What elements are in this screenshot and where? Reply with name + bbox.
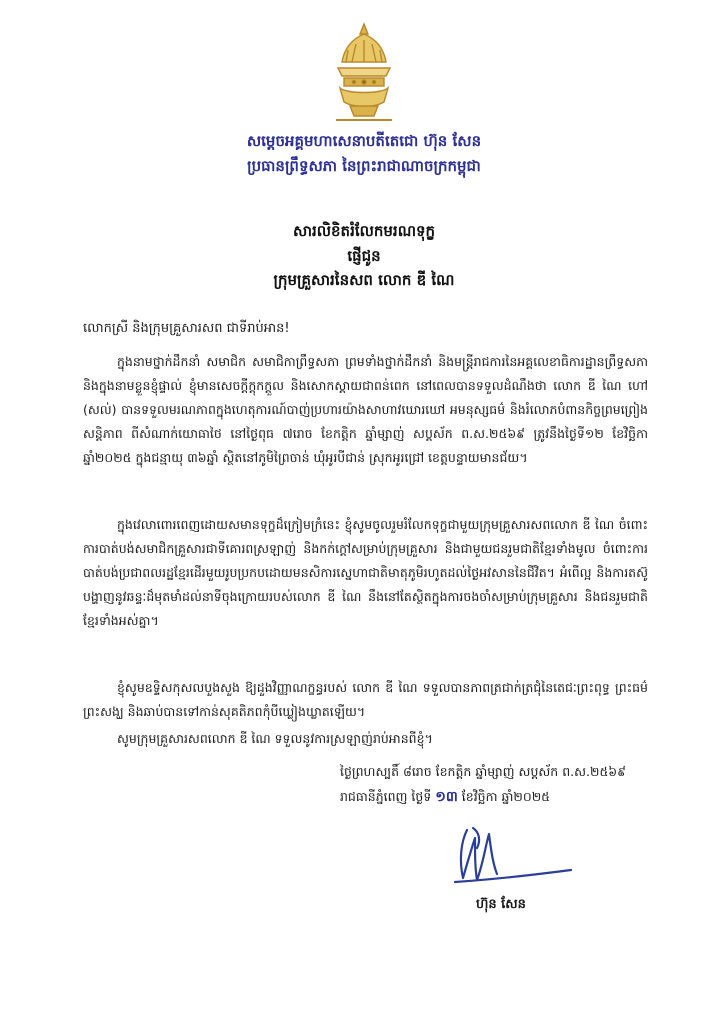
paragraph-3: ខ្ញុំសូមឧទ្ទិសកុសលបួងសួង ឱ្យដួងវិញ្ញាណក្ខន្ធរបស់ លោក ឌី ណៃ ទទួលបានភាពត្រជាក់ត្រជុំនៃតេជៈព្រះពុទ្ធ ព្រះធម៌ ព្រះសង្ឃ និងឆាប់បានទៅកាន់សុគតិភពកុំបីឃ្លៀងឃ្លាតឡើយ។	[83, 680, 648, 719]
senate-emblem-icon	[330, 20, 398, 126]
lunar-date: ថ្ងៃព្រហស្បតិ៍ ៨រោច ខែកត្តិក ឆ្នាំម្សាញ់ សប្តស័ក ព.ស.២៥៦៩	[340, 764, 626, 779]
title-line-1: សារលិខិតរំលែកមរណទុក្ខ	[292, 222, 436, 240]
solar-date-day: ១៣	[435, 789, 458, 805]
solar-date-prefix: រាជធានីភ្នំពេញ ថ្ងៃទី	[340, 789, 432, 804]
letterhead-position: ប្រធានព្រឹទ្ធសភា នៃព្រះរាជាណាចក្រកម្ពុជា	[247, 157, 481, 175]
paragraph-2: ក្នុងវេលាពោរពេញដោយសមានទុក្ខដ៏ក្រៀមក្រំនេះ ខ្ញុំសូមចូលរួមរំលែកទុក្ខជាមួយក្រុមគ្រួសារសពលោក ឌី ណៃ ចំពោះការបាត់បង់សមាជិកគ្រួសារជាទីគោរពស្រឡាញ់ និងកក់ក្តៅសម្រាប់ក្រុមគ្រួសារ និងជាមួយជនរួមជាតិខ្មែរទាំងមូល ចំពោះការបាត់បង់ប្រជាពលរដ្ឋខ្មែរដើរមួយរូបប្រកបដោយមនសិការស្នេហាជាតិមាតុភូមិរហូតដល់ថ្ងៃអវសាននៃជីវិត។ អំពើល្អ និងការតស៊ូបង្ហាញនូវឆន្ទៈដ៏មុតមាំដល់នាទីចុងក្រោយរបស់លោក ឌី ណៃ នឹងនៅតែស្ថិតក្នុងការចងចាំសម្រាប់ក្រុមគ្រួសារ និងជនរួមជាតិខ្មែរទាំងអស់គ្នា។	[83, 517, 648, 628]
title-line-3: ក្រុមគ្រួសារនៃសព លោក ឌី ណៃ	[273, 271, 455, 289]
title-line-2: ផ្ញើជូន	[347, 247, 381, 265]
paragraph-1: ក្នុងនាមថ្នាក់ដឹកនាំ សមាជិក សមាជិកាព្រឹទ្ធសភា ព្រមទាំងថ្នាក់ដឹកនាំ និងមន្ត្រីរាជការនៃអគ្គលេខាធិការដ្ឋានព្រឹទ្ធសភា និងក្នុងនាមខ្លួនខ្ញុំផ្ទាល់ ខ្ញុំមានសេចក្តីក្តុកក្តួល និងសោកស្តាយជាពន់ពេក នៅពេលបានទទួលដំណឹងថា លោក ឌី ណៃ ហៅ (សល់) បានទទួលមរណភាពក្នុងហេតុការណ៍បាញ់ប្រហារយ៉ាងសាហាវឃោរឃៅ អមនុស្សធម៌ និងរំលោភបំពានកិច្ចព្រមព្រៀងសន្តិភាព ពីសំណាក់យោធាថៃ នៅថ្ងៃពុធ ៧រោច ខែកត្តិក ឆ្នាំម្សាញ់ សប្តស័ក ព.ស.២៥៦៩ ត្រូវនឹងថ្ងៃទី១២ ខែវិច្ឆិកា ឆ្នាំ២០២៥ ក្នុងជន្មាយុ ៣៦ឆ្នាំ ស្ថិតនៅភូមិព្រៃចាន់ ឃុំអូរបីជាន់ ស្រុកអូរជ្រៅ ខេត្តបន្ទាយមានជ័យ។	[83, 354, 648, 465]
handwritten-signature	[445, 820, 575, 890]
solar-date	[340, 785, 650, 809]
paragraph-4: សូមក្រុមគ្រួសារសពលោក ឌី ណៃ ទទួលនូវការស្រឡាញ់រាប់អានពីខ្ញុំ។	[117, 731, 433, 746]
solar-date-suffix: ខែវិច្ឆិកា ឆ្នាំ២០២៥	[461, 789, 550, 804]
letterhead-name: សម្តេចអគ្គមហាសេនាបតីតេជោ ហ៊ុន សែន	[246, 132, 482, 150]
signer-name: ហ៊ុន សែន	[476, 897, 526, 912]
salutation: លោកស្រី និងក្រុមគ្រួសារសព ជាទីរាប់អាន!	[83, 321, 290, 336]
